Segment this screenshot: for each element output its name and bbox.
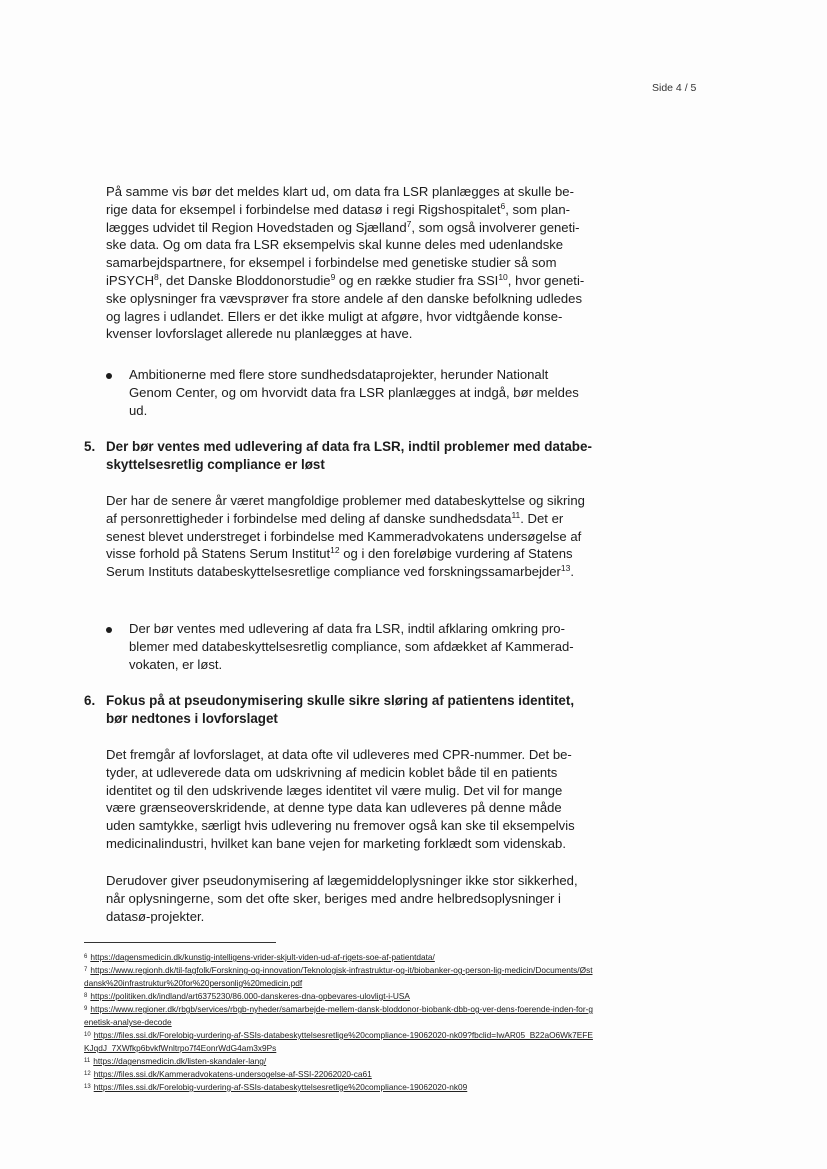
footnote-link[interactable]: https://politiken.dk/indland/art6375230/86.000-danskeres-dna-opbevares-ulovligt-i-USA: [90, 991, 410, 1001]
footnote-item: [84, 1081, 594, 1094]
footnote-link[interactable]: https://files.ssi.dk/Forelobig-vurdering-af-SSIs-databeskyttelsesretlige%20compliance-19062020-nk09?fbclid=IwAR05_B22aO6Wk7EFEKJqdJ_7XWfkp6bvkfWnltrpo7f4EonrWdG4am3x9Ps: [84, 1030, 593, 1053]
footnote-ref-12[interactable]: 12: [330, 545, 340, 556]
footnote-number: 8: [84, 993, 88, 999]
footnote-number: 13: [84, 1084, 91, 1090]
footnote-item: [84, 964, 594, 990]
footnote-number: 11: [84, 1058, 91, 1064]
footnote-item: [84, 990, 594, 1003]
text-span: På samme vis bør det meldes klart ud, om data fra LSR planlægges at skulle berige data for eksempel i forbindelse med datasø i regi Rigshospitalet: [106, 184, 574, 217]
section-title: Der bør ventes med udlevering af data fra LSR, indtil problemer med databeskyttelsesretlig compliance er løst: [106, 439, 592, 472]
footnote-item: [84, 1068, 594, 1081]
section-6-paragraph-2: Derudover giver pseudonymisering af lægemiddeloplysninger ikke stor sikkerhed, når oplysningerne, som det ofte sker, beriges med andre helbredsoplysninger i datasø-projekter.: [106, 873, 578, 924]
footnote-item: [84, 951, 594, 964]
bullet-item-compliance: [106, 620, 590, 673]
bullet-dot-icon: [106, 627, 112, 633]
text-span: Der har de senere år været mangfoldige problemer med databeskyttelse og sikring af personrettigheder i forbindelse med deling af danske sundhedsdata: [106, 493, 585, 526]
footnote-number: 7: [84, 967, 88, 973]
footnote-link[interactable]: https://dagensmedicin.dk/listen-skandaler-lang/: [93, 1056, 267, 1066]
text-span: , hvor genetiske oplysninger fra vævsprøver fra store andele af den danske befolkning udledes og lagres i udlandet. Ellers er det ikke muligt at afgøre, hvor vidtgående konsekvenser lovforslaget allerede nu planlægges at have.: [106, 272, 585, 342]
bullet-item-ambitions: [106, 366, 590, 419]
footnote-ref-10[interactable]: 10: [498, 271, 508, 282]
bullet-text: Der bør ventes med udlevering af data fra LSR, indtil afklaring omkring problemer med databeskyttelsesretlig compliance, som afdækket af Kammeradvokaten, er løst.: [129, 621, 574, 672]
footnote-ref-8[interactable]: 8: [154, 271, 159, 282]
footnote-link[interactable]: https://www.regioner.dk/rbgb/services/rbgb-nyheder/samarbejde-mellem-dansk-bloddonor-biobank-dbb-og-ver-dens-foerende-inden-for-genetisk-analyse-decode: [84, 1004, 594, 1027]
footnote-number: 10: [84, 1032, 91, 1038]
footnote-link[interactable]: https://dagensmedicin.dk/kunstig-intelligens-vrider-skjult-viden-ud-af-rigets-soe-af-patientdata/: [90, 952, 435, 962]
footnote-item: [84, 1029, 594, 1055]
footnote-link[interactable]: https://files.ssi.dk/Kammeradvokatens-undersogelse-af-SSI-22062020-ca61: [93, 1069, 372, 1079]
section-title: Fokus på at pseudonymisering skulle sikre sløring af patientens identitet, bør nedtones i lovforslaget: [106, 693, 575, 726]
footnote-item: [84, 1055, 594, 1068]
footnote-ref-13[interactable]: 13: [560, 563, 571, 574]
text-span: , det Danske Bloddonorstudie: [158, 272, 331, 288]
bullet-dot-icon: [106, 373, 112, 379]
footnote-link[interactable]: https://www.regionh.dk/til-fagfolk/Forskning-og-innovation/Teknologisk-infrastruktur-og-it/biobanker-og-person-lig-medicin/Documents/Østdansk%20infrastruktur%20for%20personlig%20medicin.pdf: [84, 965, 593, 988]
footnote-link[interactable]: https://files.ssi.dk/Forelobig-vurdering-af-SSIs-databeskyttelsesretlige%20compliance-19062020-nk09: [93, 1082, 468, 1092]
footnote-ref-6[interactable]: 6: [500, 200, 506, 211]
footnote-number: 9: [84, 1006, 88, 1012]
text-span: og i den foreløbige vurdering af Statens Serum Instituts databeskyttelsesretlige compliance ved forskningssamarbejder: [106, 546, 573, 580]
footnotes: [84, 951, 594, 1094]
text-span: . Det er senest blevet understreget i forbindelse med Kammeradvokatens undersøgelse af visse forhold på Statens Serum Institut: [106, 510, 582, 562]
bullet-text: Ambitionerne med flere store sundhedsdataprojekter, herunder Nationalt Genom Center, og om hvorvidt data fra LSR planlægges at indgå, bør meldes ud.: [129, 367, 579, 418]
text-span: , som planlægges udvidet til Region Hovedstaden og Sjælland: [106, 201, 570, 235]
section-number: 6.: [84, 693, 96, 708]
section-5-heading: [84, 438, 594, 474]
text-span: .: [570, 564, 574, 580]
section-6-heading: [84, 692, 594, 728]
footnote-ref-9[interactable]: 9: [330, 271, 336, 282]
footnote-ref-7[interactable]: 7: [406, 218, 412, 229]
footnote-ref-11[interactable]: 11: [511, 509, 521, 520]
page-number: Side 4 / 5: [652, 82, 697, 94]
section-number: 5.: [84, 439, 96, 454]
section-6-paragraph-1: Det fremgår af lovforslaget, at data ofte vil udleveres med CPR-nummer. Det betyder, at udleverede data om udskrivning af medicin koblet både til en patients identitet og til den udskrivende læges identitet vil være mulig. Det vil for mange være grænseoverskridende, at denne type data kan udleveres på denne måde uden samtykke, særligt hvis udlevering nu fremover også kan ske til eksempelvis medicinalindustri, hvilket kan bane vejen for marketing forklædt som videnskab.: [106, 747, 575, 851]
text-span: , som også involverer genetiske data. Og om data fra LSR eksempelvis skal kunne deles med udenlandske samarbejdspartnere, for eksempel i forbindelse med genetiske studier så som iPSYCH: [106, 219, 580, 288]
footnote-number: 12: [84, 1071, 91, 1077]
footnote-divider: [84, 942, 276, 943]
intro-paragraph: [106, 183, 590, 343]
section-5-paragraph: [106, 492, 590, 581]
footnote-number: 6: [84, 954, 88, 960]
text-span: og en række studier fra SSI: [335, 272, 499, 288]
footnote-item: [84, 1003, 594, 1029]
